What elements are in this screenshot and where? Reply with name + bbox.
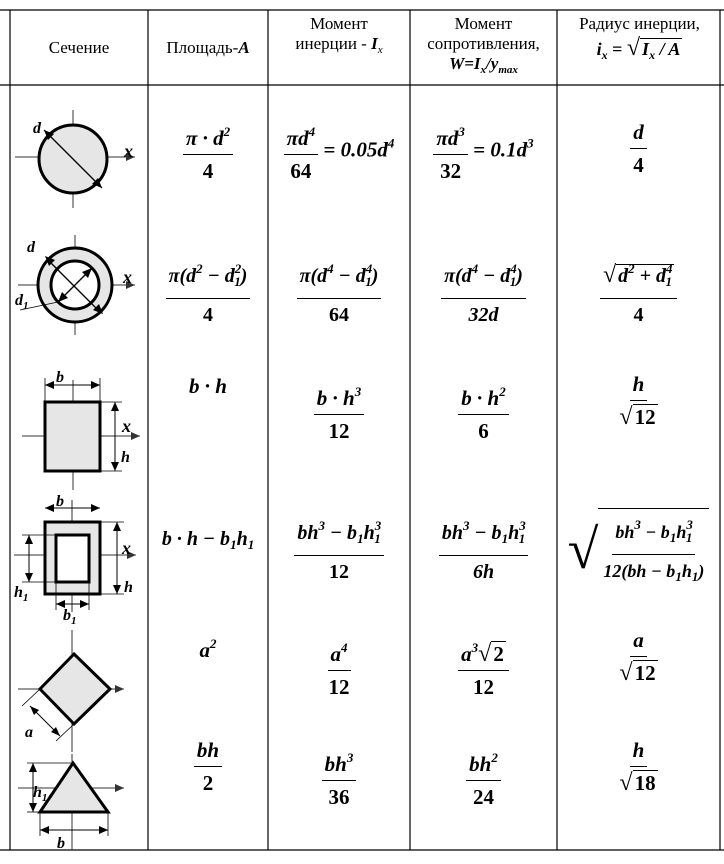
ring-radius: $\frac{√ d^2 + d^4_1}{4}$ <box>557 255 720 329</box>
hollow-inertia: $\frac{bh^3 - b_1h^3_1}{12}$ <box>268 512 410 586</box>
rect-radius: $\frac{h}{√12}$ <box>619 372 656 430</box>
triangle-area: $\frac{bh}{2}$ <box>148 736 268 797</box>
label-b-hollow: b <box>56 493 64 510</box>
label-d1: $d_1$ <box>15 292 29 312</box>
label-x-rect: x <box>122 416 131 436</box>
triangle-inertia: $\frac{bh^3}{36}$ <box>268 744 410 811</box>
header-radius: Радиус инерции, $i_x$ = √ $I_x$ / A <box>579 14 700 62</box>
ring-inertia: $\frac{\pi(d^4 - d^4_1)}{64}$ <box>268 255 410 329</box>
square-radius: $\frac{a}{√12}$ <box>619 628 656 686</box>
hollow-radius: √ $\frac{bh^3 - b_1h^3_1}{12(bh - b_1h_1)}$ <box>557 508 720 591</box>
label-x: x <box>124 141 133 161</box>
circle-area: $\frac{\pi \cdot d^2}{4}$ <box>148 118 268 185</box>
label-h1-hollow: $h_1$ <box>14 584 29 604</box>
rect-area: b · h <box>189 374 227 398</box>
circle-inertia: $\frac{\pi d^4}{64}$ = $0.05d^4$ <box>268 118 410 185</box>
label-x-hollow: x <box>122 538 131 558</box>
square-resistance: $\frac{a^3√2}{12}$ <box>410 634 557 701</box>
label-d: d <box>33 120 41 137</box>
label-x-ring: x <box>123 267 132 287</box>
ring-section-figure <box>18 235 135 335</box>
label-b1-hollow: $b_1$ <box>63 607 77 627</box>
label-h1-tri: $h_1$ <box>33 784 48 804</box>
label-h-rect: h <box>121 449 130 466</box>
header-resistance: Момент сопротивления, $W=I_x/y_{max}$ <box>427 14 540 76</box>
hollow-area: $b \cdot h - b_1h_1$ <box>161 528 255 552</box>
square-area: $a^2$ <box>199 636 217 662</box>
circle-resistance: $\frac{\pi d^3}{32}$ = $0.1d^3$ <box>410 118 557 185</box>
hollow-rectangle-section-figure <box>14 500 136 612</box>
hollow-resistance: $\frac{bh^3 - b_1h^3_1}{6h}$ <box>410 512 557 586</box>
label-d-ring: d <box>27 239 35 256</box>
triangle-resistance: $\frac{bh^2}{24}$ <box>410 744 557 811</box>
header-area: Площадь-A <box>166 38 250 57</box>
ring-area: $\frac{\pi(d^2 - d^2_1)}{4}$ <box>148 255 268 329</box>
circle-radius: $\frac{d}{4}$ <box>557 118 720 179</box>
header-inertia: Момент инерции - $I_x$ <box>295 14 383 56</box>
rotated-square-section-figure <box>18 630 124 752</box>
label-b-tri: b <box>57 835 65 852</box>
header-section: Сечение <box>48 38 110 57</box>
square-inertia: $\frac{a^4}{12}$ <box>268 634 410 701</box>
label-a: a <box>25 724 33 741</box>
rect-inertia: $\frac{b \cdot h^3}{12}$ <box>268 378 410 445</box>
rect-resistance: $\frac{b \cdot h^2}{6}$ <box>410 378 557 445</box>
triangle-radius: $\frac{h}{√18}$ <box>619 738 656 796</box>
triangle-section-figure <box>18 754 124 850</box>
ring-resistance: $\frac{\pi(d^4 - d^4_1)}{32d}$ <box>410 255 557 329</box>
label-h-hollow: h <box>124 579 133 596</box>
label-b-rect: b <box>56 369 64 386</box>
